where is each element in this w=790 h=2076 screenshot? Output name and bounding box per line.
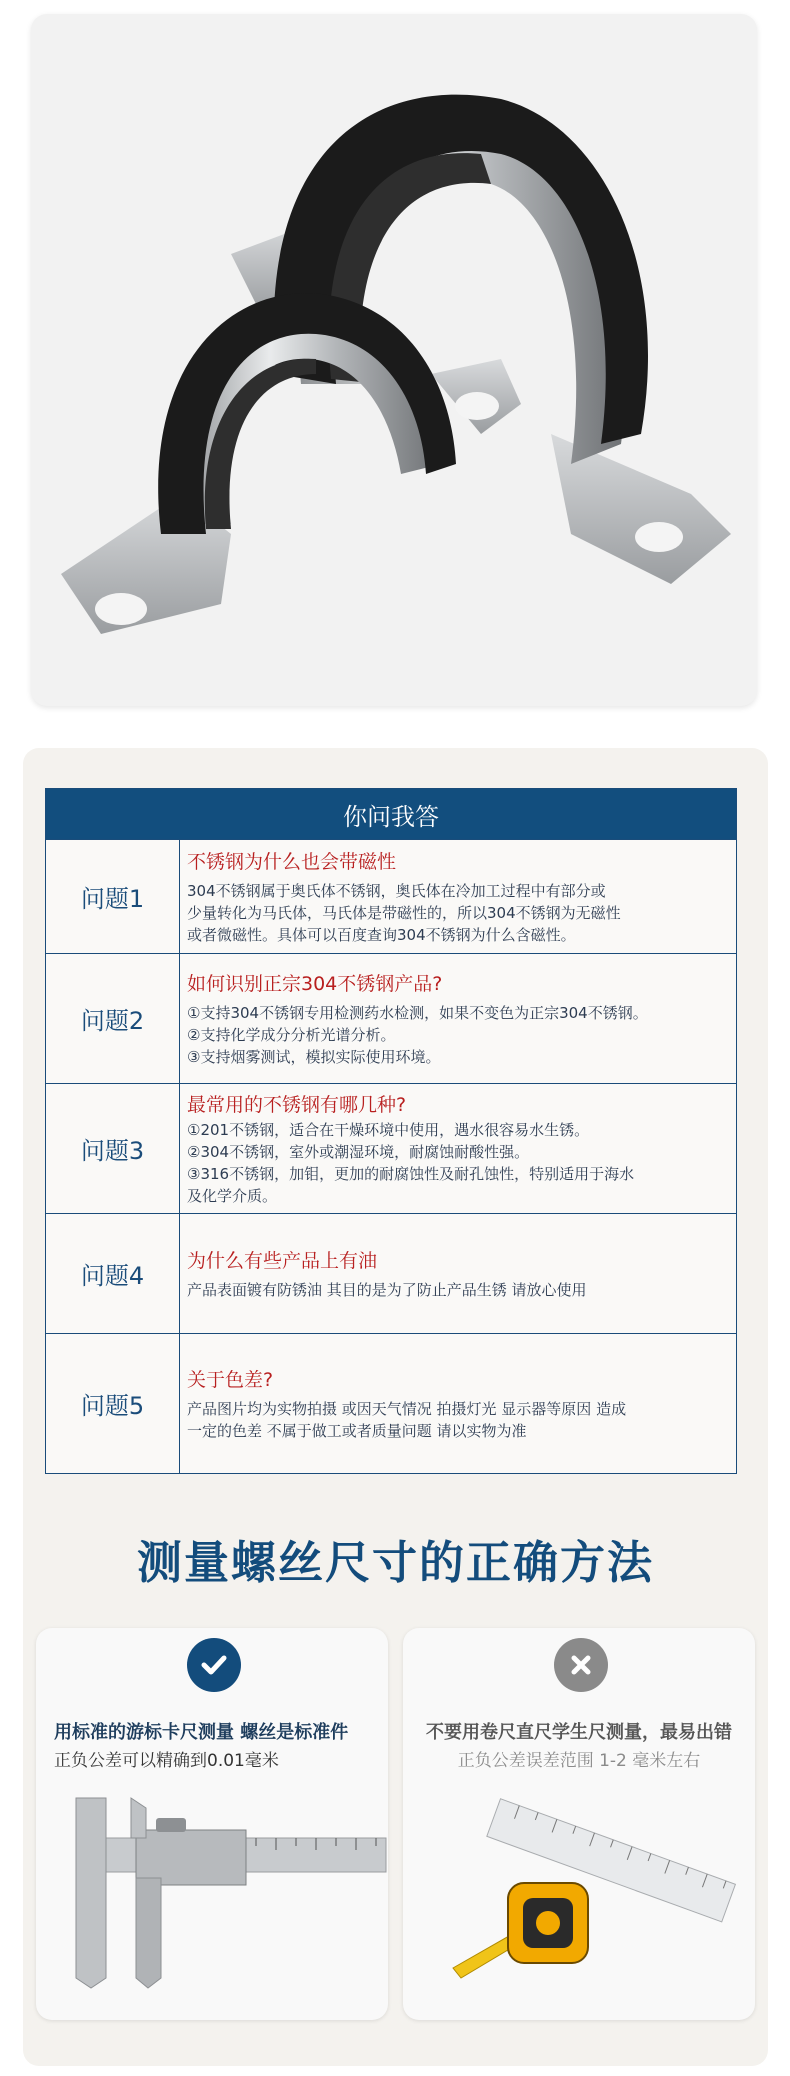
wrong-method-subtext: 正负公差误差范围 1-2 毫米左右 — [457, 1751, 701, 1771]
faq-answer — [180, 1214, 736, 1333]
faq-answer-line: ③316不锈钢，加钼，更加的耐腐蚀性及耐孔蚀性，特别适用于海水 — [187, 1165, 635, 1183]
product-image-card — [31, 14, 757, 706]
faq-question-title: 关于色差? — [187, 1369, 274, 1391]
faq-header: 你问我答 — [46, 789, 736, 839]
measure-section-title: 测量螺丝尺寸的正确方法 — [136, 1536, 654, 1589]
faq-answer-line: 产品图片均为实物拍摄 或因天气情况 拍摄灯光 显示器等原因 造成 — [187, 1400, 627, 1418]
faq-table — [45, 788, 737, 1474]
faq-answer — [180, 840, 736, 953]
faq-question-title: 最常用的不锈钢有哪几种? — [187, 1094, 407, 1116]
faq-answer-line: 及化学介质。 — [187, 1187, 278, 1205]
faq-question-title: 为什么有些产品上有油 — [187, 1250, 378, 1272]
faq-question-title: 如何识别正宗304不锈钢产品? — [187, 973, 443, 995]
faq-answer-line: ①201不锈钢，适合在干燥环境中使用，遇水很容易水生锈。 — [187, 1121, 590, 1139]
faq-answer — [180, 954, 736, 1083]
check-icon — [187, 1638, 241, 1692]
ruler-and-tape-image — [403, 1778, 755, 2008]
faq-row — [46, 953, 736, 1083]
faq-question-label: 问题4 — [46, 1214, 180, 1333]
faq-answer — [180, 1084, 736, 1213]
correct-method-heading: 用标准的游标卡尺测量 螺丝是标准件 — [54, 1722, 349, 1743]
faq-answer-line: 一定的色差 不属于做工或者质量问题 请以实物为准 — [187, 1422, 527, 1440]
faq-row — [46, 1333, 736, 1473]
pipe-clamp-image — [31, 14, 757, 706]
wrong-method-heading: 不要用卷尺直尺学生尺测量，最易出错 — [426, 1722, 732, 1743]
faq-question-label: 问题3 — [46, 1084, 180, 1213]
faq-answer — [180, 1334, 736, 1473]
faq-answer-line: ②304不锈钢，室外或潮湿环境，耐腐蚀耐酸性强。 — [187, 1143, 530, 1161]
faq-question-title: 不锈钢为什么也会带磁性 — [187, 851, 397, 873]
faq-question-label: 问题5 — [46, 1334, 180, 1473]
info-panel — [23, 748, 768, 2066]
faq-question-label: 问题2 — [46, 954, 180, 1083]
faq-answer-line: 304不锈钢属于奥氏体不锈钢，奥氏体在冷加工过程中有部分或 — [187, 882, 606, 900]
vernier-caliper-image — [36, 1778, 388, 2008]
faq-answer-line: 产品表面镀有防锈油 其目的是为了防止产品生锈 请放心使用 — [187, 1281, 587, 1299]
correct-method-subtext: 正负公差可以精确到0.01毫米 — [54, 1751, 279, 1771]
wrong-method-card — [403, 1628, 755, 2020]
faq-answer-line: 少量转化为马氏体，马氏体是带磁性的，所以304不锈钢为无磁性 — [187, 904, 621, 922]
faq-answer-line: ③支持烟雾测试，模拟实际使用环境。 — [187, 1048, 441, 1066]
faq-answer-line: 或者微磁性。具体可以百度查询304不锈钢为什么含磁性。 — [187, 926, 576, 944]
faq-row — [46, 839, 736, 953]
x-icon — [554, 1638, 608, 1692]
faq-row — [46, 1083, 736, 1213]
faq-answer-line: ①支持304不锈钢专用检测药水检测，如果不变色为正宗304不锈钢。 — [187, 1004, 648, 1022]
faq-row — [46, 1213, 736, 1333]
faq-answer-line: ②支持化学成分分析光谱分析。 — [187, 1026, 396, 1044]
faq-question-label: 问题1 — [46, 840, 180, 953]
correct-method-card — [36, 1628, 388, 2020]
